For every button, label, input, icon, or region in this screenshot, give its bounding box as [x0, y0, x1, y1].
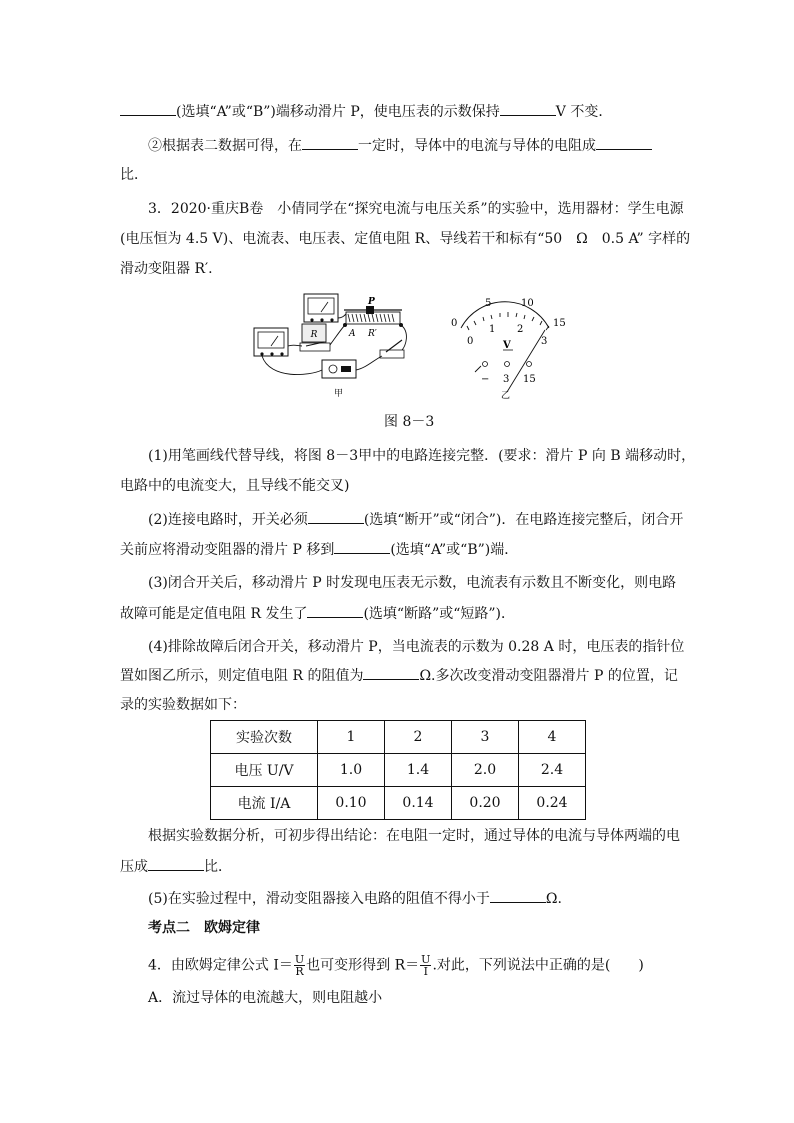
table-header-cell: 3	[452, 721, 519, 754]
scale-outer-15: 15	[553, 318, 566, 329]
table-cell: 电流 I/A	[211, 787, 318, 820]
text-line: 滑动变阻器 R′.	[120, 261, 213, 277]
answer-blank[interactable]	[490, 888, 546, 903]
table-header-row	[211, 721, 586, 754]
scale-inner-3: 3	[541, 336, 548, 347]
terminal-3: 3	[503, 374, 510, 385]
answer-blank[interactable]	[596, 135, 652, 150]
figure-yi-label: 乙	[501, 391, 511, 401]
meter-v-label: V	[503, 340, 511, 351]
answer-blank[interactable]	[120, 101, 176, 116]
answer-blank[interactable]	[302, 135, 358, 150]
table-header-cell: 4	[519, 721, 586, 754]
table-header-cell: 实验次数	[211, 721, 318, 754]
text-line: 置如图乙所示，则定值电阻 R 的阻值为 Ω.多次改变滑动变阻器滑片 P 的位置，记	[120, 665, 678, 686]
conclusion-text: 根据实验数据分析，可初步得出结论：在电阻一定时，通过导体的电流与导体两端的电	[148, 828, 680, 844]
circuit-diagram-jia	[250, 288, 430, 400]
answer-blank[interactable]	[308, 509, 364, 524]
text-line: 比．	[120, 167, 148, 183]
scale-inner-1: 1	[489, 324, 496, 335]
table-cell: 1.0	[318, 754, 385, 787]
question-2: (2)连接电路时，开关必须 (选填“断开”或“闭合”)．在电路连接完整后，闭合开	[148, 509, 683, 530]
question-4-ohm: 4．由欧姆定律公式 I＝ $\frac{U}{R}$ 也可变形得到 R＝ $\frac{U}{I}$ .对此，下列说法中正确的是( )	[148, 953, 644, 978]
text-line: (电压恒为 4.5 V)、电流表、电压表、定值电阻 R、导线若干和标有“50 Ω 0.5 A” 字样的	[120, 231, 691, 247]
rheostat-label: R′	[368, 329, 377, 339]
text-line: ②根据表二数据可得，在 一定时，导体中的电流与导体的电阻成	[148, 135, 652, 156]
table-header-cell: 1	[318, 721, 385, 754]
rheostat-end-a-label: A	[349, 329, 356, 339]
answer-blank[interactable]	[500, 101, 556, 116]
question-5: (5)在实验过程中，滑动变阻器接入电路的阻值不得小于 Ω.	[148, 888, 562, 909]
table-cell: 电压 U/V	[211, 754, 318, 787]
option-a[interactable]: A．流过导体的电流越大，则电阻越小	[148, 990, 383, 1006]
question-4: (4)排除故障后闭合开关，移动滑片 P，当电流表的示数为 0.28 A 时，电压表的指针位	[148, 639, 685, 655]
text-line: (选填“A”或“B”)端移动滑片 P，使电压表的示数保持 V 不变．	[120, 101, 612, 122]
section-heading: 考点二 欧姆定律	[148, 920, 260, 936]
question-3-intro: 3．2020·重庆B卷 小倩同学在“探究电流与电压关系”的实验中，选用器材：学生电源	[148, 201, 684, 217]
text-line: 故障可能是定值电阻 R 发生了 (选填“断路”或“短路”)．	[120, 603, 515, 624]
table-row	[211, 787, 586, 820]
table-header-cell: 2	[385, 721, 452, 754]
text-line: 关前应将滑动变阻器的滑片 P 移到 (选填“A”或“B”)端．	[120, 539, 518, 560]
answer-blank[interactable]	[148, 856, 204, 871]
fraction-u-over-r: $\frac{U}{R}$	[294, 953, 305, 978]
figure-caption: 图 8－3	[384, 414, 435, 430]
figure-jia-label: 甲	[334, 389, 344, 399]
answer-blank[interactable]	[307, 603, 363, 618]
question-3: (3)闭合开关后，移动滑片 P 时发现电压表无示数，电流表有示数且不断变化，则电路	[148, 575, 677, 591]
question-1: (1)用笔画线代替导线，将图 8－3甲中的电路连接完整．(要求：滑片 P 向 B 端移动时，	[148, 448, 696, 464]
scale-outer-5: 5	[485, 298, 492, 309]
answer-blank[interactable]	[334, 539, 390, 554]
slider-p-label: P	[368, 297, 375, 307]
table-cell: 0.14	[385, 787, 452, 820]
resistor-label: R	[310, 330, 318, 340]
text-line: 录的实验数据如下：	[120, 697, 246, 713]
scale-outer-10: 10	[521, 298, 534, 309]
text-line: 压成 比．	[120, 856, 232, 877]
table-cell: 2.0	[452, 754, 519, 787]
table-cell: 1.4	[385, 754, 452, 787]
table-cell: 0.10	[318, 787, 385, 820]
table-cell: 2.4	[519, 754, 586, 787]
data-table	[210, 720, 586, 820]
scale-inner-2: 2	[517, 324, 524, 335]
scale-inner-0: 0	[467, 336, 474, 347]
answer-blank[interactable]	[363, 665, 419, 680]
table-row	[211, 754, 586, 787]
table-cell: 0.20	[452, 787, 519, 820]
scale-outer-0: 0	[451, 318, 458, 329]
text-line: 电路中的电流变大，且导线不能交叉)	[120, 478, 350, 494]
fraction-u-over-i: $\frac{U}{I}$	[421, 953, 431, 978]
terminal-minus: −	[481, 374, 490, 385]
terminal-15: 15	[523, 374, 536, 385]
table-cell: 0.24	[519, 787, 586, 820]
voltmeter-dial-yi	[445, 292, 575, 402]
